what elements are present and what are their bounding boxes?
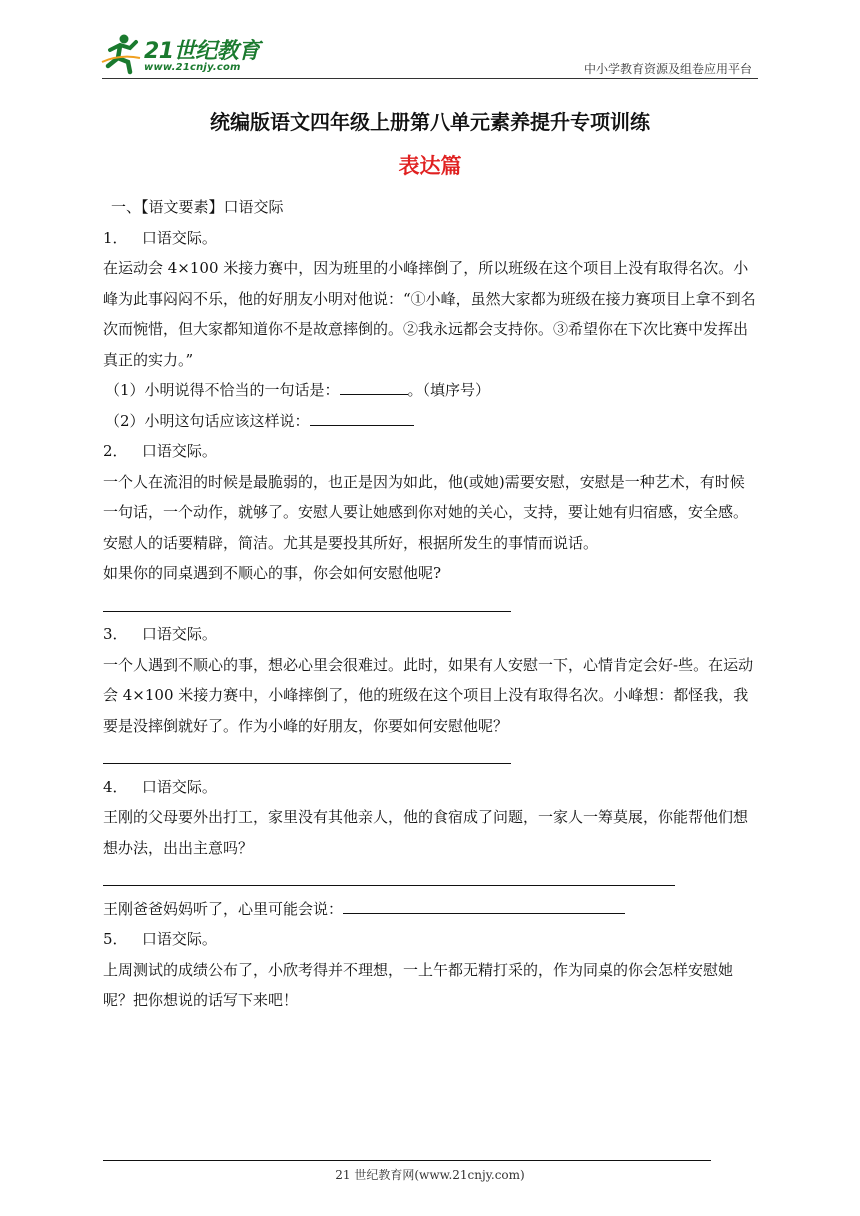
question-3-body: 一个人遇到不顺心的事，想必心里会很难过。此时，如果有人安慰一下，心情肯定会好-些。在运动会 4×100 米接力赛中，小峰摔倒了，他的班级在这个项目上没有取得名次。小峰想：都怪我，我要是没摔倒就好了。作为小峰的好朋友，你要如何安慰他呢？ — [103, 655, 754, 735]
question-label: 口语交际。 — [141, 777, 217, 796]
question-label: 口语交际。 — [141, 930, 217, 948]
follow-text: 王刚爸爸妈妈听了，心里可能会说： — [103, 899, 344, 918]
question-number: 5． — [103, 930, 128, 948]
question-1-header — [103, 223, 759, 254]
sub-question-text: （1）小明说得不恰当的一句话是： — [105, 381, 340, 399]
platform-name: 中小学教育资源及组卷应用平台 — [583, 62, 752, 76]
fill-blank[interactable] — [310, 407, 414, 426]
question-number: 3． — [103, 625, 128, 643]
question-2-body: 一个人在流泪的时候是最脆弱的，也正是因为如此，他(或她)需要安慰，安慰是一种艺术，有时候一句话，一个动作，就够了。安慰人要让她感到你对她的关心，支持，要让她有归宿感，安全感。安慰人的话要精辟，简洁。尤其是要投其所好，根据所发生的事情而说话。 — [103, 472, 749, 552]
question-number: 1． — [103, 228, 128, 247]
runner-logo-icon — [100, 32, 144, 76]
logo — [100, 32, 260, 76]
answer-line[interactable] — [103, 741, 759, 772]
question-3-header — [103, 619, 759, 650]
page-footer: 21 世纪教育网(www.21cnjy.com) — [335, 1168, 525, 1182]
page-title: 统编版语文四年级上册第八单元素养提升专项训练 — [210, 110, 650, 134]
question-2-header — [103, 436, 759, 467]
question-label: 口语交际。 — [141, 442, 217, 460]
fill-blank[interactable] — [343, 895, 625, 914]
question-1-sub-1 — [103, 375, 759, 406]
question-5-header — [103, 924, 759, 955]
answer-line[interactable] — [103, 863, 759, 894]
question-label: 口语交际。 — [141, 228, 217, 247]
question-number: 4． — [103, 777, 128, 796]
fill-blank[interactable] — [340, 376, 408, 395]
answer-line[interactable] — [103, 589, 759, 620]
sub-question-text: （2）小明这句话应该这样说： — [105, 411, 310, 430]
footer-divider — [103, 1160, 711, 1161]
question-4-header — [103, 772, 759, 803]
page-header — [0, 0, 860, 80]
document-body — [103, 192, 759, 1016]
section-heading: 一、【语文要素】口语交际 — [111, 198, 284, 216]
logo-text: 21世纪教育 — [144, 39, 260, 64]
header-divider — [102, 78, 758, 79]
question-1-sub-2 — [103, 406, 759, 437]
question-number: 2． — [103, 442, 128, 460]
question-1-body: 在运动会 4×100 米接力赛中，因为班里的小峰摔倒了，所以班级在这个项目上没有取得名次。小峰为此事闷闷不乐，他的好朋友小明对他说：“①小峰，虽然大家都为班级在接力赛项目上拿不到名次而惋惜，但大家都知道你不是故意摔倒的。②我永远都会支持你。③希望你在下次比赛中发挥出真正的实力。” — [103, 259, 756, 369]
sub-question-suffix: 。（填序号） — [407, 381, 491, 399]
question-4-body: 王刚的父母要外出打工，家里没有其他亲人，他的食宿成了问题，一家人一筹莫展，你能帮他们想想办法，出出主意吗？ — [103, 808, 749, 857]
page-subtitle: 表达篇 — [398, 154, 462, 178]
question-5-body: 上周测试的成绩公布了，小欣考得并不理想，一上午都无精打采的，作为同桌的你会怎样安慰她呢？把你想说的话写下来吧！ — [103, 960, 734, 1009]
question-label: 口语交际。 — [141, 625, 217, 643]
question-4-follow — [103, 894, 759, 925]
question-2-prompt: 如果你的同桌遇到不顺心的事，你会如何安慰他呢? — [103, 564, 442, 582]
logo-url: www.21cnjy.com — [144, 62, 241, 73]
